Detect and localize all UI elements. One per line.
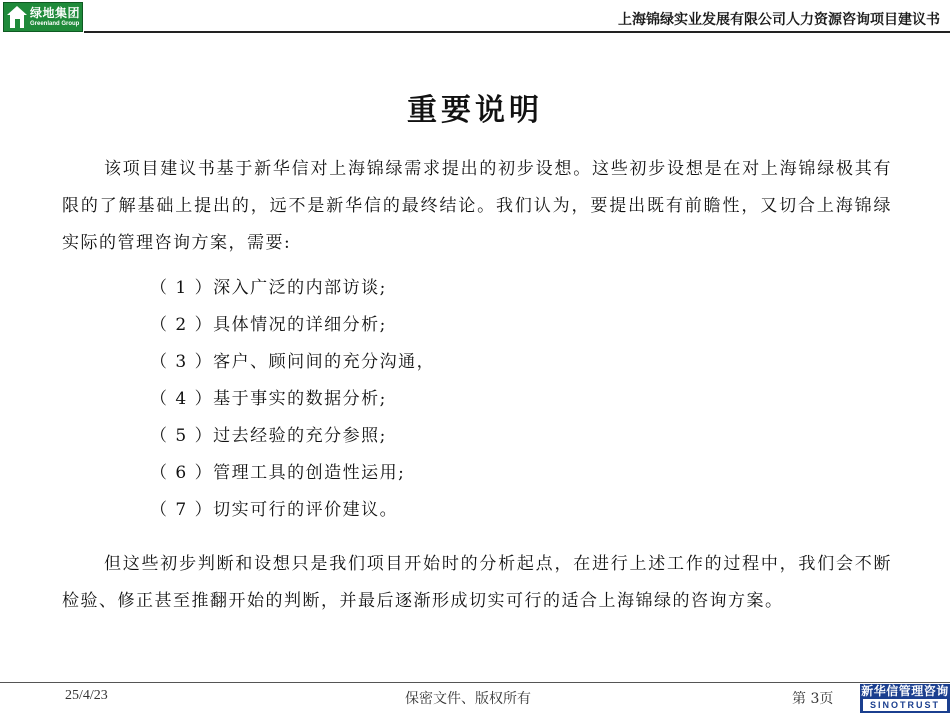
confidentiality-notice: 保密文件、版权所有 [405,691,531,707]
page-header [0,0,950,34]
header-divider [84,31,950,33]
list-item: （ 4 ）基于事实的数据分析; [150,389,387,409]
logo-chinese-name: 绿地集团 [30,6,81,20]
page-title: 重要说明 [407,93,543,128]
document-title: 上海锦绿实业发展有限公司人力资源咨询项目建议书 [618,12,940,28]
intro-paragraph: 该项目建议书基于新华信对上海锦绿需求提出的初步设想。这些初步设想是在对上海锦绿极其有限的了解基础上提出的，远不是新华信的最终结论。我们认为，要提出既有前瞻性，又切合上海锦绿实际的管理咨询方案，需要: [62,159,892,253]
list-item: （ 2 ）具体情况的详细分析; [150,315,387,335]
list-item: （ 1 ）深入广泛的内部访谈; [150,278,387,298]
footer-divider [0,682,950,683]
sinotrust-chinese-name: 新华信管理咨询 [861,684,949,698]
page-number: 第 3页 [792,691,834,707]
logo-english-name: Greenland Group [30,21,80,27]
footer-date: 25/4/23 [65,688,108,703]
list-item: （ 5 ）过去经验的充分参照; [150,426,387,446]
list-item: （ 3 ）客户、顾问间的充分沟通， [150,352,436,372]
list-item: （ 7 ）切实可行的评价建议。 [150,500,399,520]
house-icon [6,4,28,30]
list-item: （ 6 ）管理工具的创造性运用; [150,463,406,483]
conclusion-paragraph: 但这些初步判断和设想只是我们项目开始时的分析起点，在进行上述工作的过程中，我们会不断检验、修正甚至推翻开始的判断，并最后逐渐形成切实可行的适合上海锦绿的咨询方案。 [62,554,892,611]
sinotrust-english-name: SINOTRUST [863,699,947,711]
greenland-logo [3,2,83,32]
requirements-list [150,270,435,529]
sinotrust-logo [860,684,950,713]
